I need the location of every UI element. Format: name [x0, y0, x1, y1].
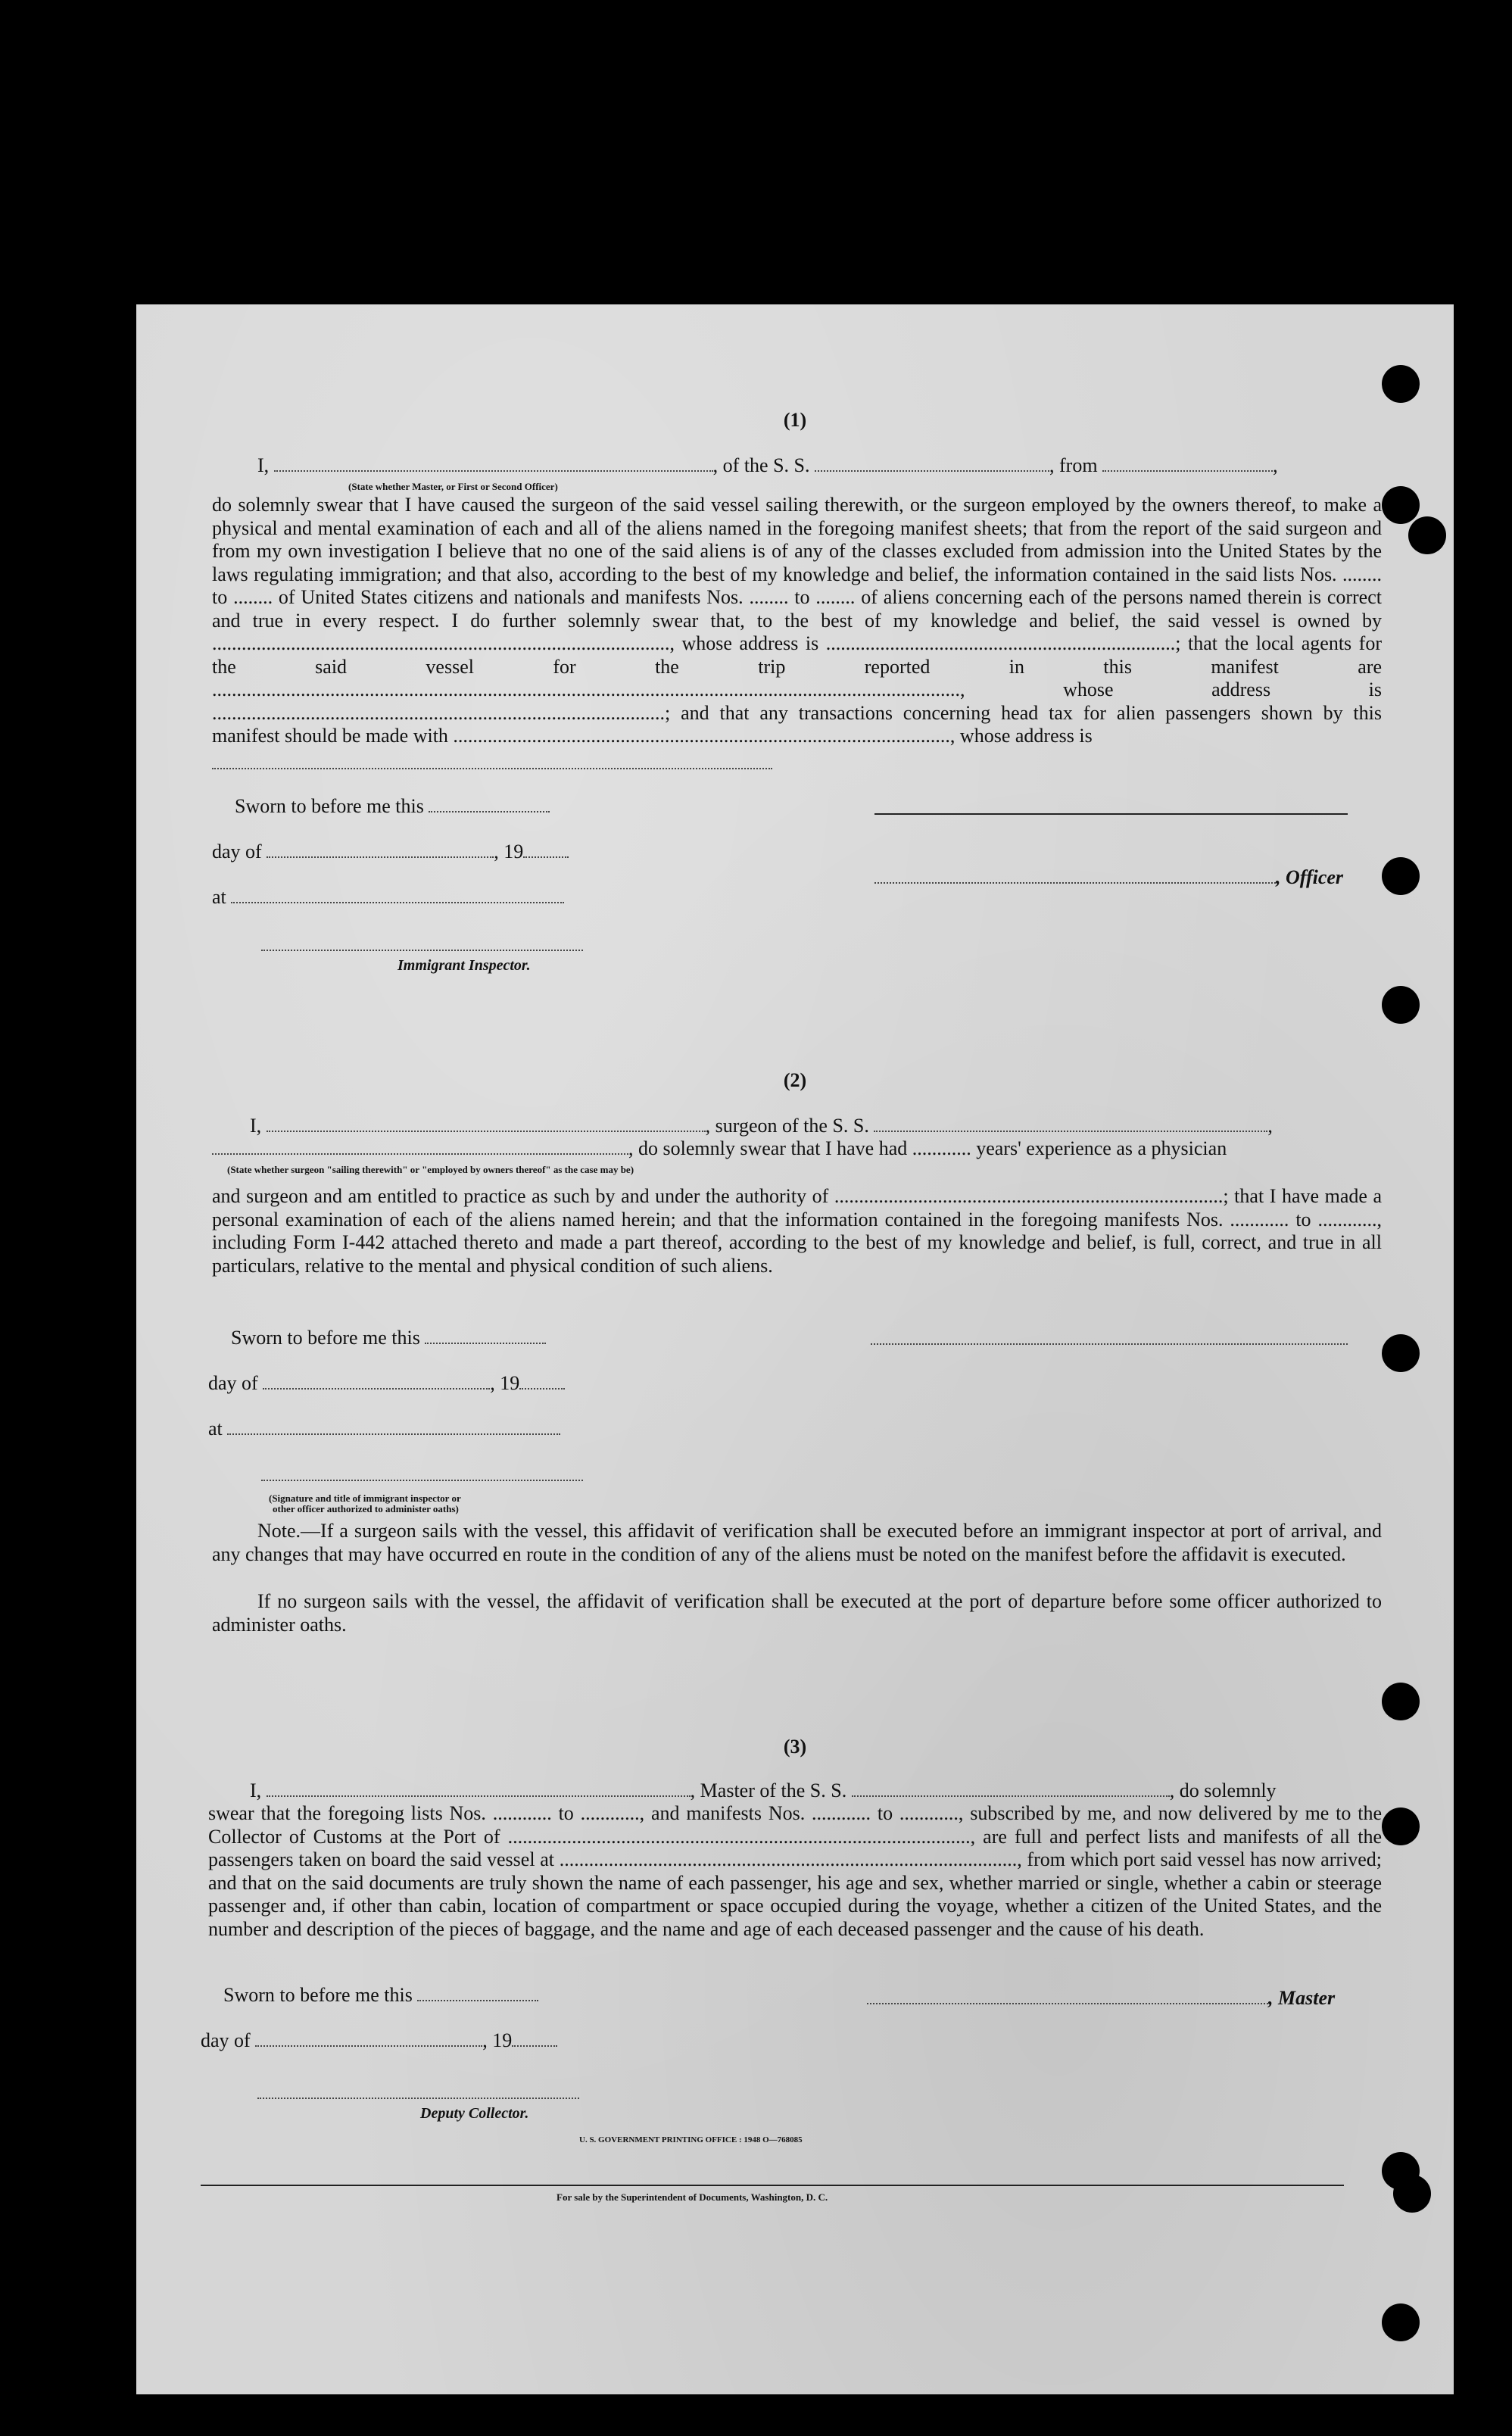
- section-1-prefix: I,: [257, 454, 270, 476]
- section-1-ship-label: , of the S. S.: [712, 454, 810, 476]
- surgeon-name-field[interactable]: [267, 1117, 706, 1132]
- footer-rule: [201, 2185, 1344, 2186]
- year-field[interactable]: [512, 2032, 557, 2047]
- punch-hole: [1382, 986, 1420, 1024]
- section-1-line1: I, , of the S. S. , from ,: [257, 454, 1278, 476]
- day-field[interactable]: [255, 2032, 482, 2047]
- surgeon-status-field[interactable]: [212, 1140, 628, 1155]
- signature-caption-2: other officer authorized to administer oaths): [273, 1503, 459, 1514]
- section-2-note-2: If no surgeon sails with the vessel, the affidavit of verification shall be executed at the port of departure before some officer authorized to administer oaths.: [212, 1590, 1382, 1636]
- sale-notice: For sale by the Superintendent of Documents, Washington, D. C.: [556, 2191, 828, 2203]
- surgeon-signature-line[interactable]: [871, 1343, 1348, 1345]
- section-2-sworn: Sworn to before me this: [231, 1327, 546, 1349]
- section-1-end-rule: [212, 768, 772, 769]
- master-signature-field[interactable]: [867, 1989, 1268, 2004]
- punch-hole: [1382, 365, 1420, 403]
- day-field[interactable]: [263, 1374, 490, 1390]
- section-1-caption: (State whether Master, or First or Second Officer): [348, 481, 558, 492]
- from-field[interactable]: [1102, 457, 1273, 472]
- punch-hole: [1382, 1334, 1420, 1372]
- section-3-line1: I, , Master of the S. S. , do solemnly: [250, 1779, 1277, 1801]
- section-2-line2: , do solemnly swear that I have had ............ years' experience as a physician: [212, 1137, 1227, 1160]
- section-1-body: do solemnly swear that I have caused the surgeon of the said vessel sailing therewith, or the surgeon employed by the owners thereof, to make a physical and mental examination of each and all of the aliens named in the foregoing manifest sheets; that from the report of the said surgeon and from my own investigation I believe that no one of the said aliens is of any of the classes excluded from admission into the United States by the laws regulating immigration; and that also, according to the best of my knowledge and belief, the information contained in the said lists Nos. ........ to ........ of United States citizens and nationals and manifests Nos. ........ to ........ of aliens concerning each of the persons named therein is correct and true in every respect. I do further solemnly swear that, to the best of my knowledge and belief, the said vessel is owned by ............................................................................................., whose address is .......................................................................; that the local agents for the said vessel for the trip reported in this manifest are ........................................................................................................................................................, whose address is ............................................................................................; and that any transactions concerning head tax for alien passengers shown by this manifest should be made with ....................................................................................................., whose address is: [212, 494, 1382, 747]
- surgeon-ship-field[interactable]: [874, 1117, 1267, 1132]
- deputy-collector-signature-line[interactable]: [257, 2098, 579, 2099]
- deputy-collector-label: Deputy Collector.: [420, 2105, 529, 2122]
- punch-hole: [1393, 2175, 1431, 2213]
- section-1-number: (1): [783, 409, 807, 431]
- at-field[interactable]: [227, 1420, 560, 1435]
- master-ship-field[interactable]: [852, 1782, 1170, 1797]
- sworn-date-field[interactable]: [425, 1329, 546, 1344]
- punch-hole: [1382, 2303, 1420, 2341]
- section-3-master: , Master: [867, 1987, 1335, 2010]
- punch-hole: [1382, 1683, 1420, 1720]
- sworn-date-field[interactable]: [417, 1986, 538, 2001]
- administering-officer-signature-line[interactable]: [261, 1480, 583, 1481]
- punch-hole: [1382, 857, 1420, 895]
- section-2-caption: (State whether surgeon "sailing therewith" or "employed by owners thereof" as the case may be): [227, 1164, 634, 1175]
- immigrant-inspector-label: Immigrant Inspector.: [397, 957, 531, 974]
- section-3-number: (3): [783, 1736, 807, 1758]
- section-1-at: at: [212, 886, 564, 909]
- section-2-number: (2): [783, 1069, 807, 1091]
- sworn-date-field[interactable]: [429, 797, 550, 813]
- day-field[interactable]: [267, 843, 494, 858]
- section-1-sworn: Sworn to before me this: [235, 795, 550, 818]
- printing-office-credit: U. S. GOVERNMENT PRINTING OFFICE : 1948 O—768085: [579, 2135, 803, 2144]
- section-3-sworn: Sworn to before me this: [223, 1984, 538, 2007]
- at-field[interactable]: [231, 888, 564, 903]
- officer-field[interactable]: [874, 869, 1276, 884]
- section-2-note: Note.—If a surgeon sails with the vessel, this affidavit of verification shall be executed before an immigrant inspector at port of arrival, and any changes that may have occurred en route in the condition of any of the aliens must be noted on the manifest before the affidavit is executed.: [212, 1520, 1382, 1565]
- manifest-back-page: [136, 304, 1454, 2394]
- section-1-officer: , Officer: [874, 866, 1343, 889]
- section-1-from-label: , from: [1049, 454, 1098, 476]
- section-2-at: at: [208, 1418, 560, 1440]
- name-field[interactable]: [274, 457, 713, 472]
- section-1-day: day of , 19: [212, 841, 569, 863]
- punch-hole: [1382, 1808, 1420, 1845]
- year-field[interactable]: [519, 1374, 565, 1390]
- section-2-day: day of , 19: [208, 1372, 565, 1395]
- master-name-field[interactable]: [267, 1782, 691, 1797]
- section-2-body: and surgeon and am entitled to practice as such by and under the authority of ...............................................................................; that I have made a personal examination of each of the aliens named herein; and that the information contained in the foregoing manifests Nos. ............ to ............, including Form I-442 attached thereto and made a part thereof, according to the best of my knowledge and belief, is full, correct, and true in all particulars, relative to the mental and physical condition of such aliens.: [212, 1185, 1382, 1277]
- officer-signature-line[interactable]: [874, 813, 1348, 815]
- inspector-signature-line[interactable]: [261, 950, 583, 951]
- punch-hole: [1408, 516, 1446, 554]
- signature-caption-1: (Signature and title of immigrant inspector or: [269, 1492, 461, 1504]
- section-3-day: day of , 19: [201, 2029, 557, 2052]
- year-field[interactable]: [523, 843, 569, 858]
- ship-field[interactable]: [815, 457, 1049, 472]
- section-2-line1: I, , surgeon of the S. S. ,: [250, 1115, 1273, 1137]
- punch-hole: [1382, 486, 1420, 524]
- section-3-body: swear that the foregoing lists Nos. ............ to ............, and manifests Nos. ............ to ............, subscribed by me, and now delivered by me to the Collector of Customs at the Port of .............................................................................................., are full and perfect lists and manifests of all the passengers taken on board the said vessel at ............................................................................................., from which port said vessel has now arrived; and that on the said documents are truly shown the name of each passenger, his age and sex, whether married or single, whether a cabin or steerage passenger and, if other than cabin, location of compartment or space occupied during the voyage, whether a citizen of the United States, and the number and description of the pieces of baggage, and the name and age of each deceased passenger and the cause of his death.: [208, 1802, 1382, 1940]
